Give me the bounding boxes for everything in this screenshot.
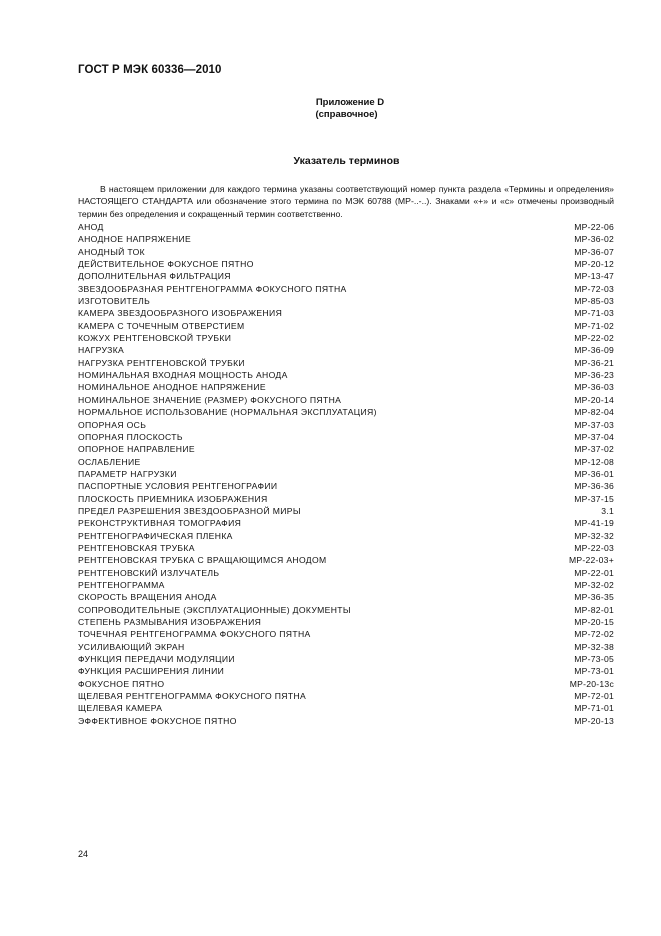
term-name: АНОДНЫЙ ТОК (78, 246, 146, 257)
term-reference: МР-36-07 (574, 246, 614, 257)
term-row (78, 616, 614, 628)
term-name: ИЗГОТОВИТЕЛЬ (78, 296, 151, 307)
term-reference: МР-36-21 (574, 357, 614, 368)
term-row (78, 258, 614, 270)
term-row (78, 579, 614, 591)
term-row (78, 678, 614, 690)
term-row (78, 221, 614, 233)
term-reference: МР-22-01 (574, 567, 614, 578)
term-reference: МР-20-14 (574, 394, 614, 405)
term-name: ОПОРНАЯ ПЛОСКОСТЬ (78, 431, 183, 442)
term-reference: МР-41-19 (574, 518, 614, 529)
term-row (78, 517, 614, 529)
term-row (78, 443, 614, 455)
term-name: ДОПОЛНИТЕЛЬНАЯ ФИЛЬТРАЦИЯ (78, 271, 231, 282)
term-row (78, 406, 614, 418)
term-row (78, 468, 614, 480)
term-reference: МР-20-13с (569, 678, 614, 689)
term-name: СОПРОВОДИТЕЛЬНЫЕ (ЭКСПЛУАТАЦИОННЫЕ) ДОКУМЕНТЫ (78, 604, 351, 615)
intro-paragraph: В настоящем приложении для каждого термина указаны соответствующий номер пункта раздела «Термины и определения» НАСТОЯЩЕГО СТАНДАРТА или обозначение этого термина по МЭК 60788 (МР-..-..). Знаками «+» и «с» отмечены производный термин без определения и сокращенный термин соответственно. (78, 184, 614, 219)
term-name: ЭФФЕКТИВНОЕ ФОКУСНОЕ ПЯТНО (78, 715, 237, 726)
term-name: ДЕЙСТВИТЕЛЬНОЕ ФОКУСНОЕ ПЯТНО (78, 259, 254, 270)
term-row (78, 702, 614, 714)
term-name: ТОЧЕЧНАЯ РЕНТГЕНОГРАММА ФОКУСНОГО ПЯТНА (78, 629, 311, 640)
term-name: ПРЕДЕЛ РАЗРЕШЕНИЯ ЗВЕЗДООБРАЗНОЙ МИРЫ (78, 505, 301, 516)
term-row (78, 653, 614, 665)
term-reference: МР-82-04 (574, 407, 614, 418)
appendix-title: Приложение D (315, 97, 385, 108)
term-row (78, 369, 614, 381)
term-name: АНОДНОЕ НАПРЯЖЕНИЕ (78, 234, 192, 245)
term-reference: МР-22-03+ (568, 555, 614, 566)
term-reference: МР-36-35 (574, 592, 614, 603)
term-reference: МР-20-12 (574, 259, 614, 270)
term-reference: МР-32-32 (574, 530, 614, 541)
term-name: РЕНТГЕНОВСКАЯ ТРУБКА С ВРАЩАЮЩИМСЯ АНОДОМ (78, 555, 327, 566)
term-name: ЩЕЛЕВАЯ РЕНТГЕНОГРАММА ФОКУСНОГО ПЯТНА (78, 691, 307, 702)
term-name: РЕНТГЕНОВСКИЙ ИЗЛУЧАТЕЛЬ (78, 567, 220, 578)
term-name: НОМИНАЛЬНАЯ ВХОДНАЯ МОЩНОСТЬ АНОДА (78, 370, 288, 381)
term-name: РЕКОНСТРУКТИВНАЯ ТОМОГРАФИЯ (78, 518, 242, 529)
term-row (78, 357, 614, 369)
term-row (78, 628, 614, 640)
term-row (78, 431, 614, 443)
term-row (78, 283, 614, 295)
term-name: СТЕПЕНЬ РАЗМЫВАНИЯ ИЗОБРАЖЕНИЯ (78, 617, 262, 627)
term-name: НОРМАЛЬНОЕ ИСПОЛЬЗОВАНИЕ (НОРМАЛЬНАЯ ЭКСПЛУАТАЦИЯ) (78, 407, 377, 418)
term-reference: МР-71-02 (574, 320, 614, 331)
term-reference: МР-36-36 (574, 481, 614, 492)
term-name: НАГРУЗКА РЕНТГЕНОВСКОЙ ТРУБКИ (78, 357, 245, 368)
term-name: ОПОРНАЯ ОСЬ (78, 419, 147, 430)
term-reference: МР-37-15 (574, 493, 614, 504)
term-row (78, 641, 614, 653)
term-reference: 3.1 (601, 505, 614, 516)
term-row (78, 307, 614, 319)
term-row (78, 715, 614, 727)
index-title: Указатель терминов (293, 155, 400, 167)
term-reference: МР-73-05 (574, 654, 614, 665)
terms-index-list (78, 221, 614, 727)
term-reference: МР-71-01 (574, 703, 614, 714)
appendix-note: (справочное) (315, 109, 378, 120)
term-name: КАМЕРА ЗВЕЗДООБРАЗНОГО ИЗОБРАЖЕНИЯ (78, 308, 283, 319)
term-reference: МР-20-13 (574, 715, 614, 726)
term-row (78, 604, 614, 616)
term-name: КАМЕРА С ТОЧЕЧНЫМ ОТВЕРСТИЕМ (78, 320, 245, 331)
term-reference: МР-22-03 (574, 542, 614, 553)
term-name: РЕНТГЕНОГРАММА (78, 579, 165, 590)
term-name: ПАСПОРТНЫЕ УСЛОВИЯ РЕНТГЕНОГРАФИИ (78, 481, 278, 492)
term-name: ФОКУСНОЕ ПЯТНО (78, 678, 165, 689)
term-name: РЕНТГЕНОВСКАЯ ТРУБКА (78, 542, 195, 553)
term-name: УСИЛИВАЮЩИЙ ЭКРАН (78, 641, 185, 652)
term-name: ЗВЕЗДООБРАЗНАЯ РЕНТГЕНОГРАММА ФОКУСНОГО ПЯТНА (78, 283, 347, 294)
term-reference: МР-36-09 (574, 345, 614, 356)
term-reference: МР-71-03 (574, 308, 614, 319)
term-name: АНОД (78, 222, 104, 232)
term-reference: МР-37-04 (574, 431, 614, 442)
term-reference: МР-85-03 (574, 296, 614, 307)
term-row (78, 690, 614, 702)
term-reference: МР-36-03 (574, 382, 614, 393)
term-reference: МР-82-01 (574, 604, 614, 615)
term-name: НОМИНАЛЬНОЕ ЗНАЧЕНИЕ (РАЗМЕР) ФОКУСНОГО ПЯТНА (78, 394, 342, 405)
term-reference: МР-72-01 (574, 691, 614, 702)
term-row (78, 493, 614, 505)
term-row (78, 530, 614, 542)
term-row (78, 480, 614, 492)
term-row (78, 591, 614, 603)
term-reference: МР-36-23 (574, 370, 614, 381)
term-row (78, 233, 614, 245)
term-name: ЩЕЛЕВАЯ КАМЕРА (78, 703, 163, 714)
term-name: НОМИНАЛЬНОЕ АНОДНОЕ НАПРЯЖЕНИЕ (78, 382, 266, 393)
term-row (78, 394, 614, 406)
term-row (78, 344, 614, 356)
term-name: СКОРОСТЬ ВРАЩЕНИЯ АНОДА (78, 592, 217, 603)
term-name: ПЛОСКОСТЬ ПРИЕМНИКА ИЗОБРАЖЕНИЯ (78, 493, 268, 504)
term-row (78, 505, 614, 517)
term-reference: МР-32-38 (574, 641, 614, 652)
term-row (78, 381, 614, 393)
term-row (78, 270, 614, 282)
term-name: ФУНКЦИЯ ПЕРЕДАЧИ МОДУЛЯЦИИ (78, 654, 235, 665)
term-reference: МР-72-02 (574, 629, 614, 640)
term-name: ПАРАМЕТР НАГРУЗКИ (78, 468, 177, 479)
term-row (78, 332, 614, 344)
term-row (78, 419, 614, 431)
term-row (78, 246, 614, 258)
term-row (78, 665, 614, 677)
term-reference: МР-36-01 (574, 468, 614, 479)
term-reference: МР-37-03 (574, 419, 614, 430)
term-row (78, 456, 614, 468)
term-row (78, 567, 614, 579)
term-reference: МР-22-02 (574, 333, 614, 344)
term-reference: МР-36-02 (574, 234, 614, 245)
term-reference: МР-72-03 (574, 283, 614, 294)
term-name: РЕНТГЕНОГРАФИЧЕСКАЯ ПЛЕНКА (78, 530, 233, 541)
term-row (78, 320, 614, 332)
term-reference: МР-37-02 (574, 444, 614, 455)
page-number: 24 (78, 849, 89, 859)
document-header: ГОСТ Р МЭК 60336—2010 (78, 64, 222, 76)
term-name: КОЖУХ РЕНТГЕНОВСКОЙ ТРУБКИ (78, 333, 232, 344)
term-row (78, 554, 614, 566)
term-name: ФУНКЦИЯ РАСШИРЕНИЯ ЛИНИИ (78, 666, 225, 677)
term-reference: МР-13-47 (574, 271, 614, 282)
term-row (78, 542, 614, 554)
term-name: ОПОРНОЕ НАПРАВЛЕНИЕ (78, 444, 195, 455)
term-name: НАГРУЗКА (78, 345, 125, 356)
term-row (78, 295, 614, 307)
term-reference: МР-32-02 (574, 579, 614, 590)
term-reference: МР-22-06 (574, 222, 614, 232)
term-name: ОСЛАБЛЕНИЕ (78, 456, 141, 467)
term-reference: МР-73-01 (574, 666, 614, 677)
term-reference: МР-20-15 (574, 617, 614, 627)
term-reference: МР-12-08 (574, 456, 614, 467)
